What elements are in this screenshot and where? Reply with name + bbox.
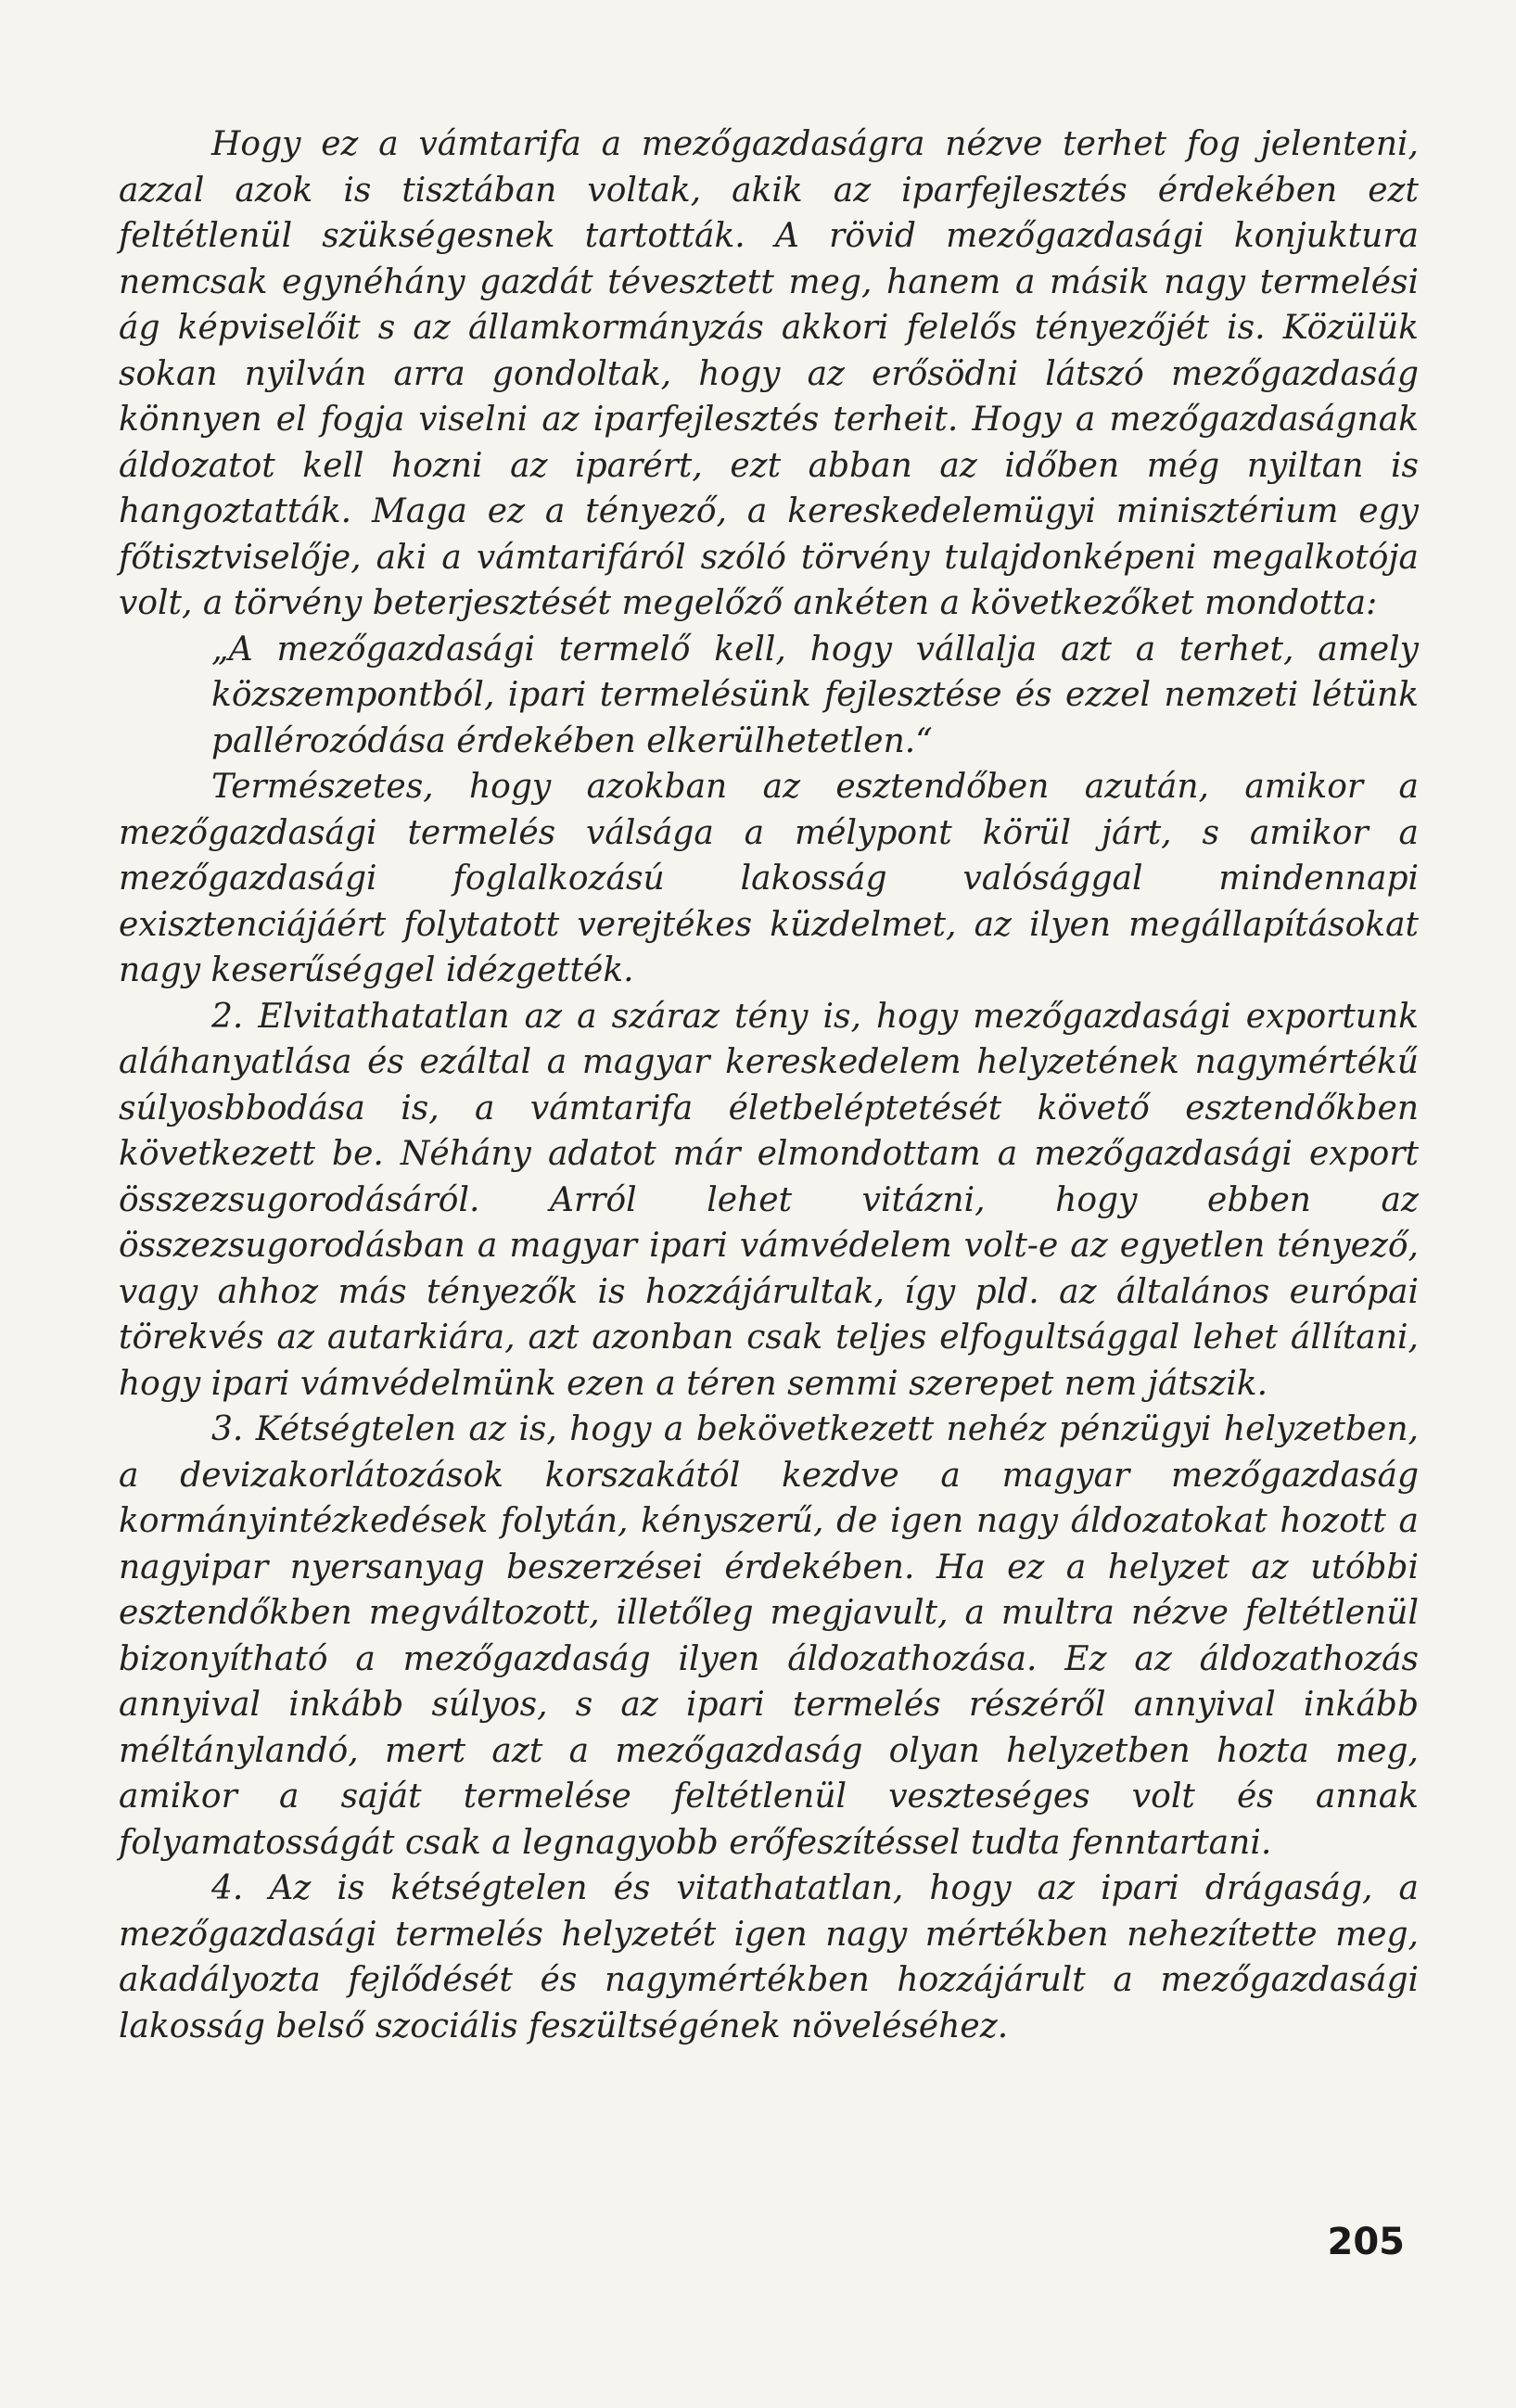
page-number: 205	[1327, 2221, 1405, 2263]
paragraph-point-3: 3. Kétségtelen az is, hogy a bekövetkezett nehéz pénzügyi helyzetben, a devizakorlátozások korszakától kezdve a magyar mezőgazdaság kormányintézkedések folytán, kényszerű, de igen nagy áldozatokat hozott a nagyipar nyersanyag beszerzései érdekében. Ha ez a helyzet az utóbbi esztendőkben megváltozott, illetőleg megjavult, a multra nézve feltétlenül bizonyítható a mezőgazdaság ilyen áldozathozása. Ez az áldozathozás annyival inkább súlyos, s az ipari termelés részéről annyival inkább méltánylandó, mert azt a mezőgazdaság olyan helyzetben hozta meg, amikor a saját termelése feltétlenül veszteséges volt és annak folyamatosságát csak a legnagyobb erőfeszítéssel tudta fenntartani.	[119, 1410, 1419, 1862]
paragraph-point-2: 2. Elvitathatatlan az a száraz tény is, hogy mezőgazdasági exportunk aláhanyatlása és ezáltal a magyar kereskedelem helyzetének nagymértékű súlyosbbodása is, a vámtarifa életbeléptetését követő esztendőkben következett be. Néhány adatot már elmondottam a mezőgazdasági export összezsugorodásáról. Arról lehet vitázni, hogy ebben az összezsugorodásban a magyar ipari vámvédelem volt-e az egyetlen tényező, vagy ahhoz más tényezők is hozzájárultak, így pld. az általános európai törekvés az autarkiára, azt azonban csak teljes elfogultsággal lehet állítani, hogy ipari vámvédelmünk ezen a téren semmi szerepet nem játszik.	[119, 997, 1419, 1403]
paragraph-point-4: 4. Az is kétségtelen és vitathatatlan, hogy az ipari drágaság, a mezőgazdasági termelés helyzetét igen nagy mértékben nehezítette meg, akadályozta fejlődését és nagymértékben hozzájárult a mezőgazdasági lakosság belső szociális feszültségének növeléséhez.	[119, 1869, 1419, 2045]
paragraph-vamtarifa-terhe: Hogy ez a vámtarifa a mezőgazdaságra nézve terhet fog jelenteni, azzal azok is tisztában voltak, akik az iparfejlesztés érdekében ezt feltétlenül szükségesnek tartották. A rövid mezőgazdasági konjuktura nemcsak egynéhány gazdát tévesztett meg, hanem a másik nagy termelési ág képviselőit s az államkormányzás akkori felelős tényezőjét is. Közülük sokan nyilván arra gondoltak, hogy az erősödni látszó mezőgazdaság könnyen el fogja viselni az iparfejlesztés terheit. Hogy a mezőgazdaságnak áldozatot kell hozni az iparért, ezt abban az időben még nyiltan is hangoztatták. Maga ez a tényező, a kereskedelemügyi minisztérium egy főtisztviselője, aki a vámtarifáról szóló törvény tulajdonképeni megalkotója volt, a törvény beterjesztését megelőző ankéten a következőket mondotta:	[119, 125, 1419, 622]
paragraph-termeszetes: Természetes, hogy azokban az esztendőben azután, amikor a mezőgazdasági termelés válsága a mélypont körül járt, s amikor a mezőgazdasági foglalkozású lakosság valósággal mindennapi exisztenciájáért folytatott verejtékes küzdelmet, az ilyen megállapításokat nagy keserűséggel idézgették.	[119, 768, 1419, 989]
paragraph-quotation: „A mezőgazdasági termelő kell, hogy vállalja azt a terhet, amely közszempontból, ipari termelésünk fejlesztése és ezzel nemzeti létünk pallérozódása érdekében elkerülhetetlen.“	[211, 630, 1419, 760]
body-text	[119, 121, 1419, 2049]
